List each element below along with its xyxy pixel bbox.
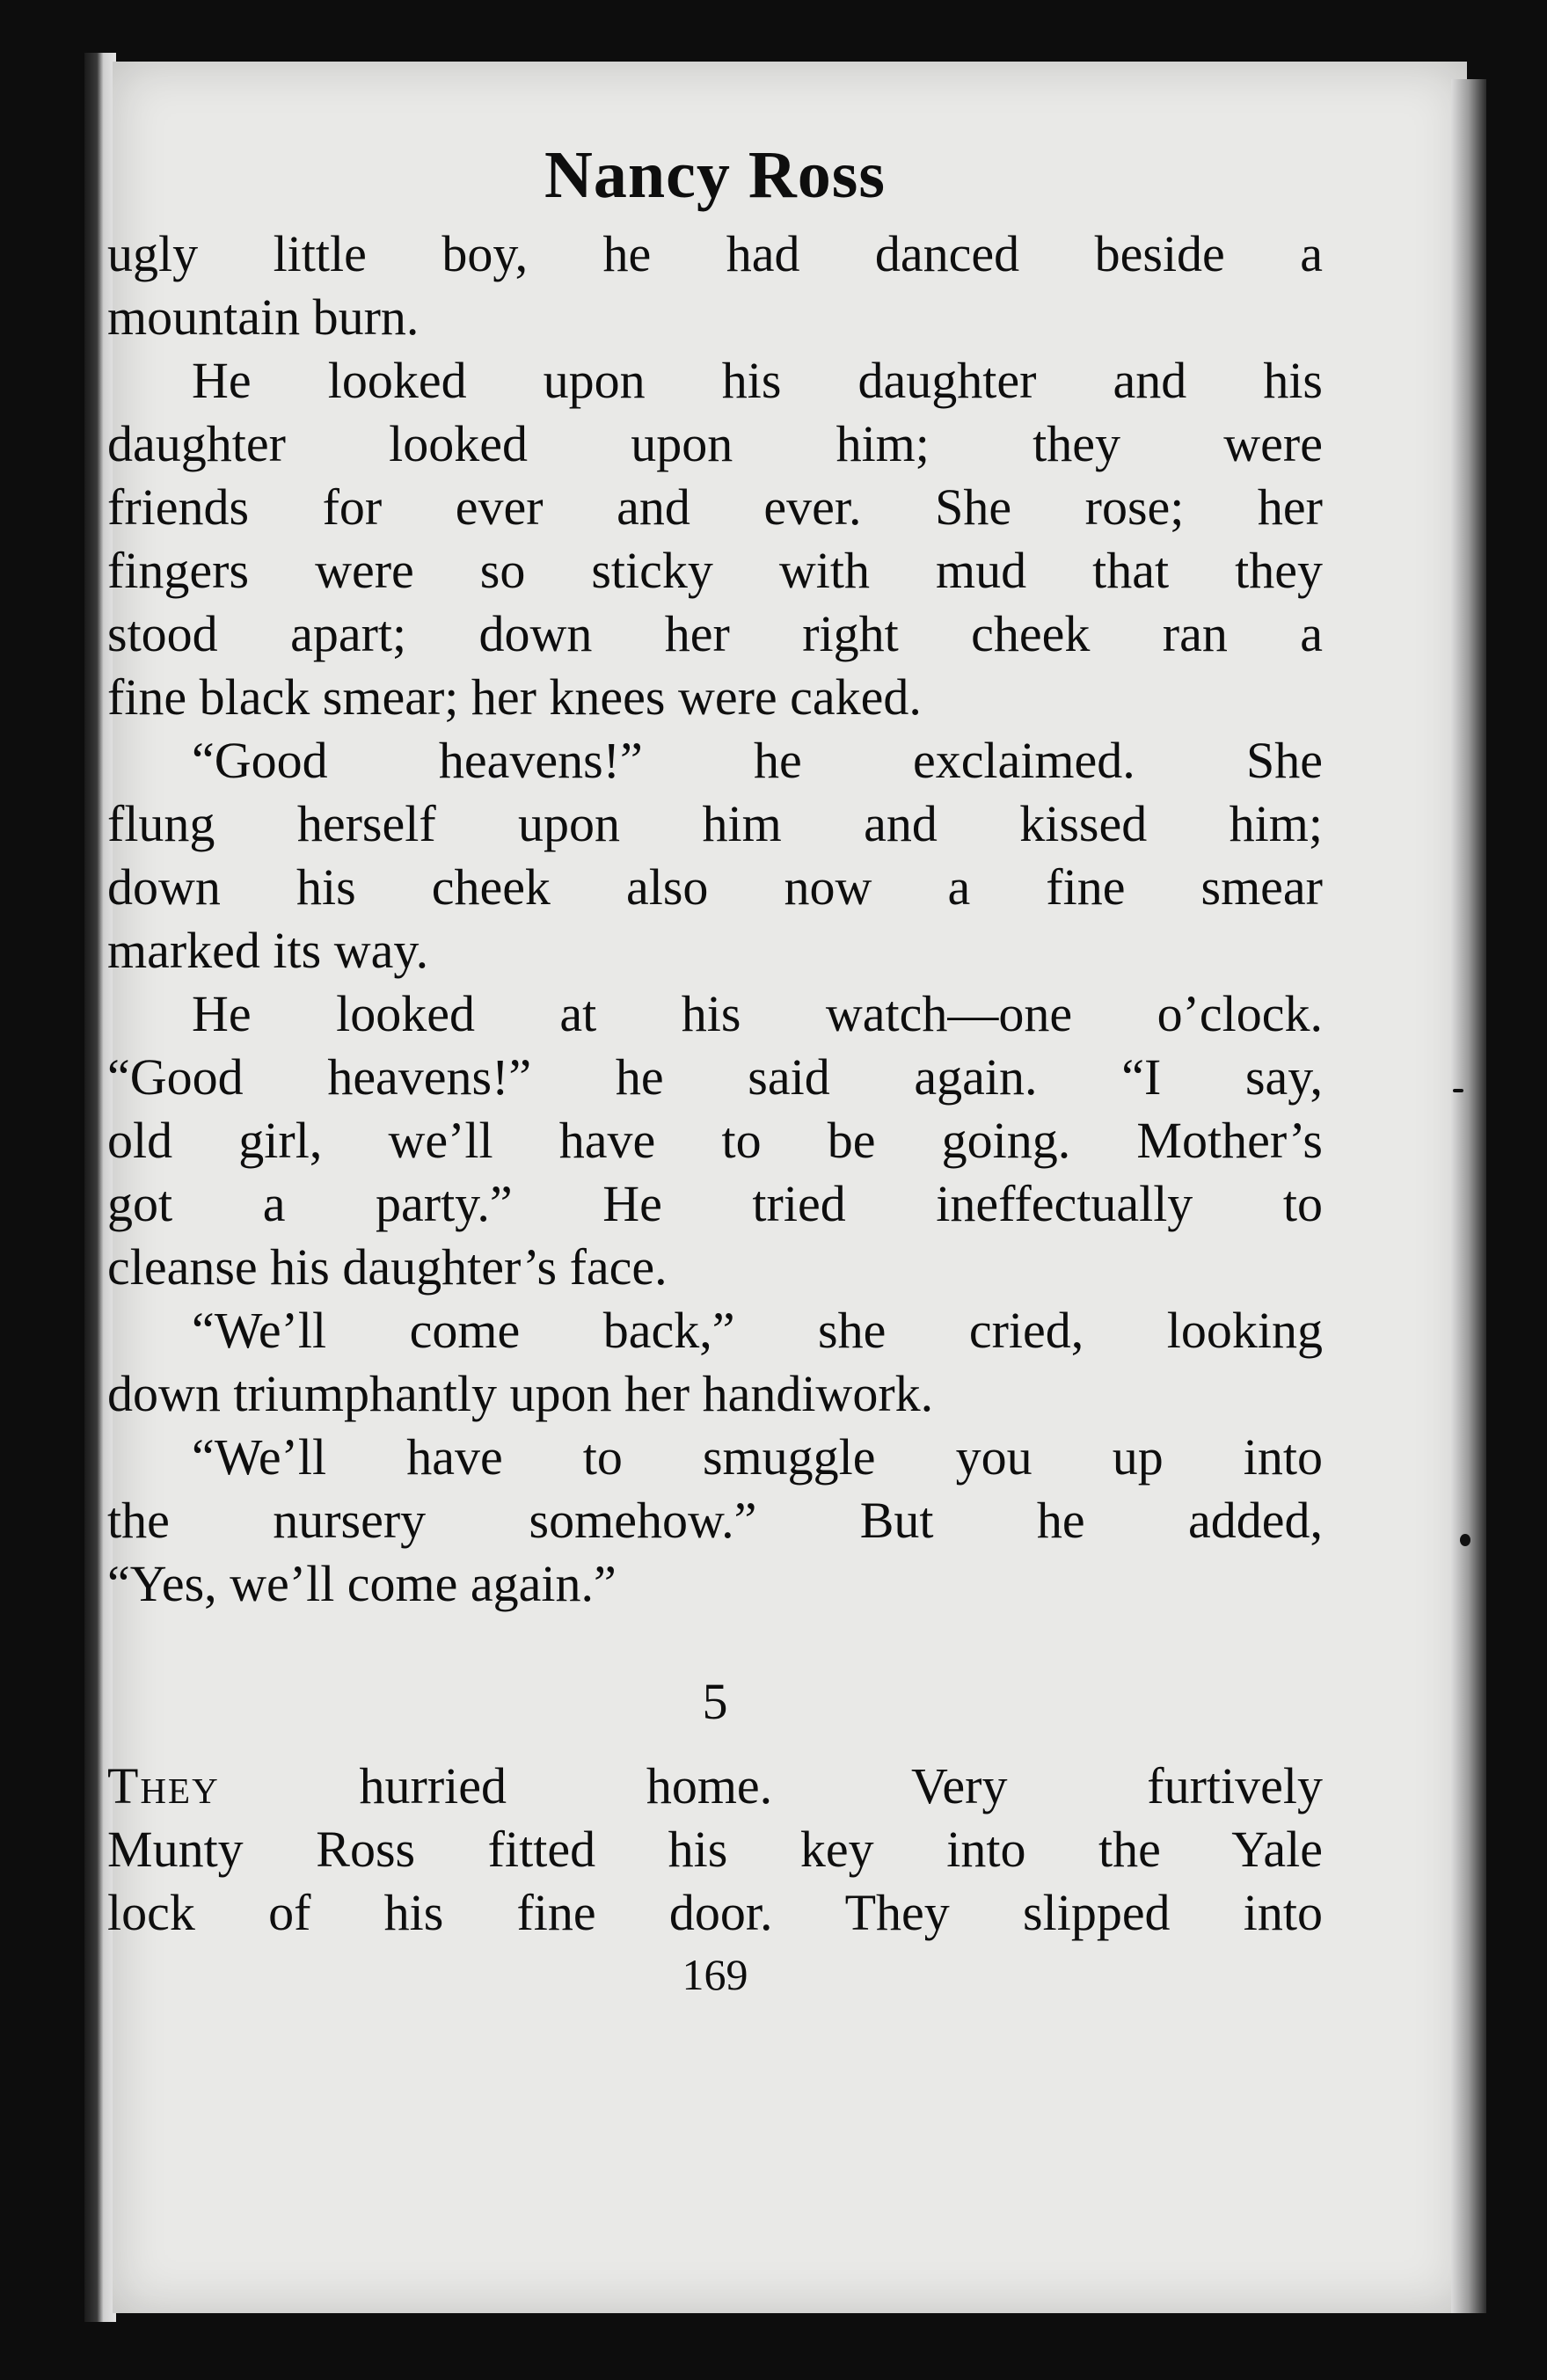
- text-line: “Yes, we’ll come again.”: [107, 1554, 617, 1612]
- paragraph: [107, 1299, 1323, 1426]
- text-line: marked its way.: [107, 921, 429, 979]
- text-line: cleanse his daughter’s face.: [107, 1237, 668, 1296]
- paragraph: [107, 223, 1323, 349]
- text-line: He looked at his watch—one o’clock.: [192, 984, 1323, 1042]
- paragraph: [107, 1426, 1323, 1616]
- text-line: lock of his fine door. They slipped into: [107, 1883, 1323, 1941]
- running-head: Nancy Ross: [544, 138, 886, 212]
- text-line: “Good heavens!” he exclaimed. She: [192, 731, 1323, 789]
- text-line: old girl, we’ll have to be going. Mother’s: [107, 1111, 1323, 1169]
- text-line: “We’ll come back,” she cried, looking: [192, 1301, 1323, 1359]
- text-line: “Good heavens!” he said again. “I say,: [107, 1048, 1323, 1106]
- text-line: [107, 1755, 1323, 1818]
- text-line: stood apart; down her right cheek ran a: [107, 604, 1323, 662]
- text-line: the nursery somehow.” But he added,: [107, 1491, 1323, 1549]
- body-text: [107, 223, 1323, 1616]
- page-fore-edge: [1451, 79, 1486, 2313]
- text-line: friends for ever and ever. She rose; her: [107, 478, 1323, 536]
- paragraph: [107, 982, 1323, 1299]
- paragraph: [107, 729, 1323, 982]
- text-line: mountain burn.: [107, 288, 420, 346]
- text-line: “We’ll have to smuggle you up into: [192, 1427, 1323, 1486]
- text-line: ugly little boy, he had danced beside a: [107, 224, 1323, 282]
- text-line: got a party.” He tried ineffectually to: [107, 1174, 1323, 1232]
- paragraph: [107, 349, 1323, 729]
- text-line: down his cheek also now a fine smear: [107, 858, 1323, 916]
- scan-speck: [1460, 1534, 1470, 1546]
- page-text-block: [107, 132, 1323, 2001]
- section-number: 5: [702, 1672, 728, 1730]
- text-line: Munty Ross fitted his key into the Yale: [107, 1820, 1323, 1878]
- text-line: daughter looked upon him; they were: [107, 414, 1323, 472]
- line-rest: hurried home. Very furtively: [219, 1756, 1323, 1814]
- section-paragraph: [107, 1755, 1323, 1945]
- scan-speck: [1453, 1089, 1463, 1092]
- text-line: He looked upon his daughter and his: [192, 351, 1323, 409]
- text-line: down triumphantly upon her handiwork.: [107, 1364, 934, 1422]
- text-line: fingers were so sticky with mud that they: [107, 541, 1323, 599]
- page-number: 169: [682, 1949, 748, 1999]
- text-line: flung herself upon him and kissed him;: [107, 794, 1323, 852]
- text-line: fine black smear; her knees were caked.: [107, 668, 922, 726]
- lead-word: They: [107, 1756, 220, 1814]
